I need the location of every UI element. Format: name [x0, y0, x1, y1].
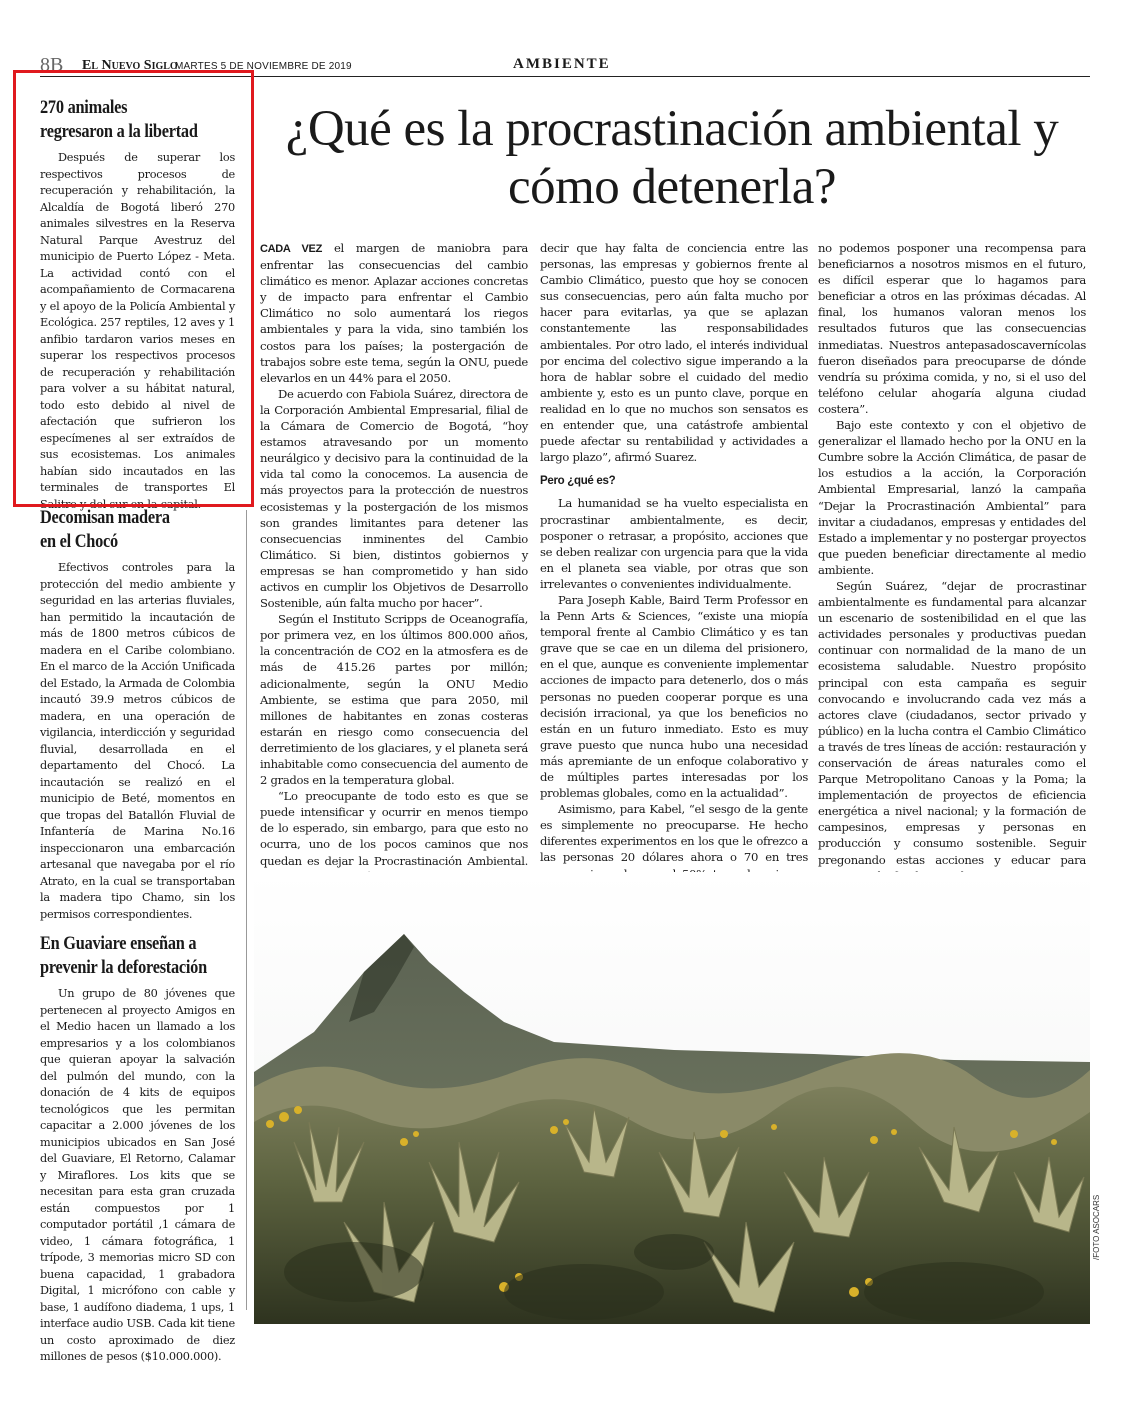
brief-guaviare [40, 932, 235, 1366]
article-paragraph: no podemos posponer una recompensa para beneficiarnos a nosotros mismos en el futuro, es difícil esperar que lo hagamos para beneficiar a otros en las próximas décadas. Al final, los humanos valoran menos los resultados futuros que las consecuencias inmediatas. Nuestros antepasadoscavernícolas fueron diseñados para preocuparse de dónde vendría su próxima comida, y no, si el uso del teléfono celular ahogaría alguna ciudad costera”. [818, 241, 1086, 416]
brief-title: 270 animales regresaron a la libertad [40, 97, 198, 142]
brief-body: Un grupo de 80 jóvenes que pertenecen al proyecto Amigos en el Medio hacen un llamado a los empresarios y a los colombianos que quieran apoyar la salvación del pulmón del mundo, con la donación de 4 kits de equipos tecnológicos que les permitan capacitar a 2.000 jóvenes de los municipios ubicados en San José del Guaviare, El Retorno, Calamar y Miraflores. Los kits que se necesitan para esta gran cruzada están compuestos por 1 computador portátil ,1 cámara de video, 1 cámara fotográfica, 1 trípode, 3 memorias micro SD con buena capacidad, 1 grabadora Digital, 1 micrófono con cable y base, 1 audífono diadema, 1 ups, 1 interface audio USB. Cada kit tiene un costo aproximado de diez millones de pesos ($10.000.000). [40, 987, 235, 1363]
article-column-1 [260, 240, 528, 901]
article-paragraph: La humanidad se ha vuelto especialista en procrastinar ambientalmente, es decir, posponer o retrasar, a propósito, acciones que se deben realizar con urgencia para que la vida en el planeta sea viable, por otras que son irrelevantes o convenientes individualmente. [540, 496, 808, 591]
article-column-3 [818, 240, 1086, 916]
article-paragraph: CADA VEZ el margen de maniobra para enfrentar las consecuencias del cambio climático es menor. Aplazar acciones concretas y de impacto para enfrentar el Cambio Climático no solo aumentará los riegos ambientales y para la vida, sino también los costos para los países; la postergación de trabajos sobre este tema, según la ONU, puede elevarlos en un 44% para el 2050. [260, 241, 528, 385]
brief-title: En Guaviare enseñan a prevenir la deforestación [40, 933, 207, 978]
article-subhead: Pero ¿qué es? [540, 475, 616, 488]
article-paragraph: Bajo este contexto y con el objetivo de generalizar el llamado hecho por la ONU en la Cumbre sobre la Acción Climática, de pasar de los estudios a la acción, la Corporación Ambiental Empresarial, lanzó la campaña “Dejar la Procrastinación Ambiental” para invitar a ciudadanos, empresas y entidades del Estado a implementar y no postergar proyectos que pueden beneficiar directamente al medio ambiente. [818, 418, 1086, 577]
section-name: AMBIENTE [513, 56, 611, 72]
photo-credit: /FOTO ASOCARS [1092, 1194, 1101, 1260]
article-paragraph: Según Suárez, “dejar de procrastinar ambientalmente es fundamental para alcanzar un escenario de sostenibilidad en el que las actividades personales y productivas puedan continuar con normalidad de la mano de un ecosistema saludable. Nuestro propósito principal con esta campaña es seguir convocando e involucrando cada vez más a actores clave (ciudadanos, sector privado y público) en la lucha contra el Cambio Climático a través de tres líneas de acción: restauración y conservación de áreas naturales como el Parque Metropolitano Canoas y la Poma; la implementación de proyectos de eficiencia energética a nivel nacional; y la formación de campesinos, empresas y personas en producción y consumo sostenible. Seguir pregonando estas acciones y educar para [818, 578, 1086, 867]
article-headline: ¿Qué es la procrastinación ambiental y cómo detenerla? [285, 101, 1059, 215]
article-paragraph: Para Joseph Kable, Baird Term Professor en la Penn Arts & Sciences, “existe una miopía temporal frente al Cambio Climático y es tan grave que se cae en un dilema del prisionero, en el que, aunque es conveniente implementar acciones de impacto para detenerlo, dos o más personas no pueden cooperar porque es una decisión irracional, ya que los beneficios no están en un futuro inmediato. Esto es muy grave puesto que nunca hubo una necesidad más apremiante de un enfoque colaborativo y de múltiples partes interesadas por los problemas globales, como en la actualidad”. [540, 592, 808, 801]
article-paragraph: Según el Instituto Scripps de Oceanografía, por primera vez, en los últimos 800.000 años, la concentración de CO2 en la atmosfera es de más de 415.26 partes por millón; adicionalmente, según la ONU Medio Ambiente, se estima que para 2050, mil millones de habitantes en zonas costeras estarán en riesgo como consecuencia del derretimiento de los glaciares, y el planeta será inhabitable como consecuencia del aumento de 2 grados en la temperatura global. [260, 612, 528, 788]
issue-date: MARTES 5 DE NOVIEMBRE DE 2019 [175, 61, 352, 72]
column-divider [246, 510, 247, 1310]
brief-wood [40, 506, 235, 923]
article-column-2 [540, 240, 808, 898]
brief-body: Efectivos controles para la protección del medio ambiente y seguridad en las arterias fluviales, han permitido la incautación de más de 1800 metros cúbicos de madera en el Caribe colombiano. En el marco de la Acción Unificada del Estado, la Armada de Colombia incautó 39.9 metros cúbicos de madera, en una operación de vigilancia, interdicción y seguridad fluvial, desarrollada en el departamento del Chocó. La incautación se realizó en el municipio de Beté, momentos en que tropas del Batallón Fluvial de Infantería de Marina No.16 inspeccionaron una embarcación artesanal que navegaba por el río Atrato, en la cual se transportaban la madera tipo Chamo, sin los permisos correspondientes. [40, 561, 235, 921]
highlight-box [13, 70, 254, 507]
brief-title: Decomisan madera en el Chocó [40, 507, 170, 552]
lead-word: CADA VEZ [260, 243, 322, 255]
page-number: 8B [40, 54, 64, 76]
article-paragraph: Asimismo, para Kabel, “el sesgo de la gente es simplemente no preocuparse. He hecho diferentes experimentos en los que le ofrezco a las personas 20 dólares ahora o 70 en tres [540, 802, 808, 865]
article-paragraph: “Lo preocupante de todo esto es que se puede intensificar y ocurrir en menos tiempo de lo esperado, sin embargo, para que esto no ocurra, uno de los pocos caminos que nos quedan es dejar la Procrastinación Ambiental. [260, 789, 528, 868]
paramo-photo [254, 872, 1090, 1324]
article-paragraph: decir que hay falta de conciencia entre las personas, las empresas y gobiernos frente al Cambio Climático, puesto que hoy se conocen sus consecuencias, pero aún falta mucho por hacer para evitarlas, ya que se aplazan constantemente las responsabilidades ambientales. Por otro lado, el interés individual por encima del colectivo sigue imperando a la hora de hablar sobre el cuidado del medio ambiente y, esto es un punto clave, porque en realidad en lo que no muchos son sensatos es en entender que, una catástrofe ambiental puede afectar su rentabilidad y actividades a largo plazo”, afirmó Suarez. [540, 241, 808, 465]
newspaper-name: El Nuevo Siglo [82, 58, 178, 73]
article-paragraph: De acuerdo con Fabiola Suárez, directora de la Corporación Ambiental Empresarial, filial de la Cámara de Comercio de Bogotá, “hoy estamos atravesando por un momento neurálgico y decisivo para la continuidad de la vida tal como la conocemos. La ausencia de más proyectos para la protección de nuestros ecosistemas y la postergación de los mismos son grandes limitantes para detener las consecuencias inminentes del Cambio Climático. Si bien, distintos gobiernos y empresas se han comprometido y han sido activos en cumplir los Objetivos de Desarrollo Sostenible, aún falta mucho por hacer”. [260, 386, 528, 611]
brief-body: Después de superar los respectivos procesos de recuperación y rehabilitación, la Alcaldía de Bogotá liberó 270 animales silvestres en la Reserva Natural Parque Avestruz del municipio de Puerto López - Meta. La actividad contó con el acompañamiento de Cormacarena y el apoyo de la Policía Ambiental y Ecológica. 257 reptiles, 12 aves y 1 anfibio tardaron varios meses en superar los respectivos procesos de recuperación y rehabilitación para volver a su hábitat natural, todo esto debido al nivel de afectación que sufrieron los especímenes al ser extraídos de sus ecosistemas. Los animales habían sido incautados en las terminales de transportes El Salitre y del sur en la capital. [40, 151, 235, 511]
